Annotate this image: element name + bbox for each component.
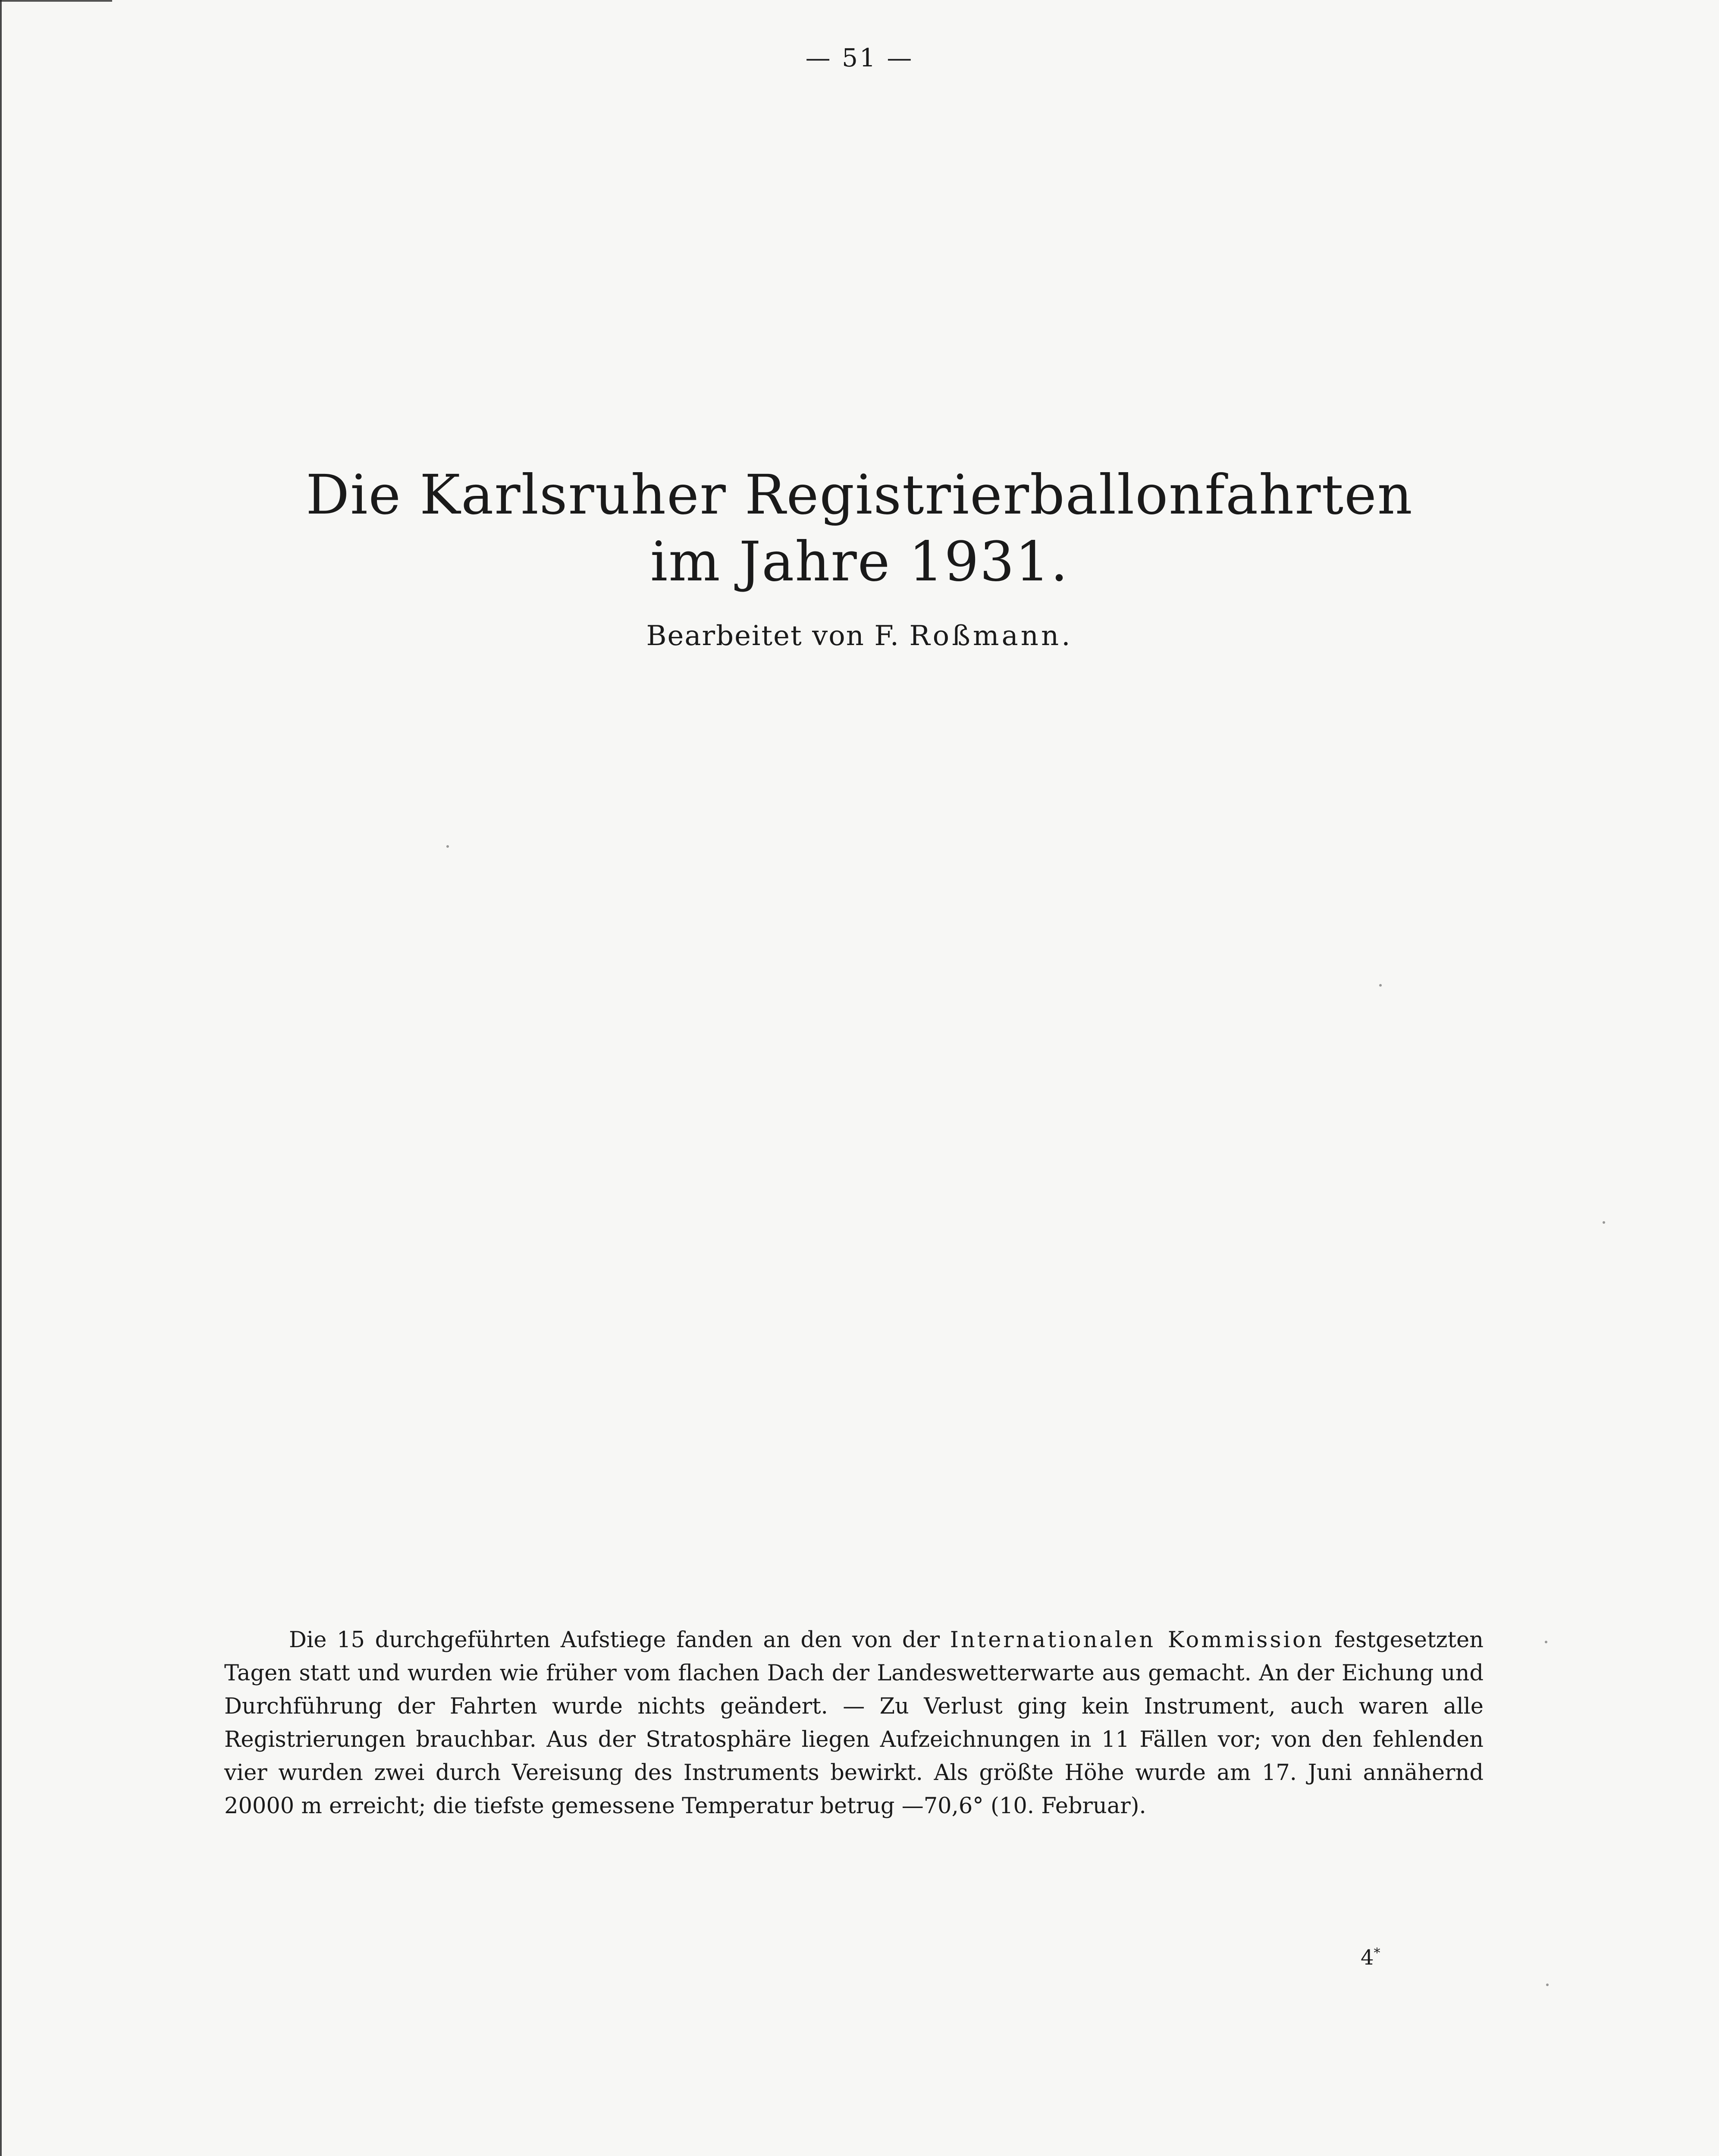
title-line-2: im Jahre 1931. xyxy=(650,530,1069,593)
scan-edge-border xyxy=(0,0,9,2156)
author-name: Roßmann. xyxy=(909,620,1073,652)
author-prefix: Bearbeitet von F. xyxy=(646,620,900,652)
signature-number: 4 xyxy=(1361,1946,1374,1970)
scan-speck xyxy=(1379,984,1382,987)
body-text-rest: festgesetzten Tagen statt und wurden wie früher vom flachen Dach der Landeswetterwarte aus gemacht. An der Eichung und Durchführung der Fahrten wurde nichts geändert. — Zu Verlust ging kein Instrument, auch waren alle Registrierungen brauchbar. Aus der Stratosphäre liegen Aufzeichnungen in 11 Fällen vor; von den fehlenden vier wurden zwei durch Vereisung des Instruments bewirkt. Als größte Höhe wurde am 17. Juni annähernd 20000 m erreicht; die tiefste gemessene Temperatur betrug —70,6° (10. Februar). xyxy=(224,1627,1484,1819)
title-line-1: Die Karlsruher Registrierballonfahrten xyxy=(306,463,1413,526)
scan-speck xyxy=(1546,1984,1549,1986)
page-number: — 51 — xyxy=(805,43,914,72)
document-title xyxy=(0,461,1719,595)
body-text-commission: Internationalen Kommission xyxy=(950,1627,1324,1653)
scan-speck xyxy=(446,845,449,848)
signature-asterisk: * xyxy=(1374,1946,1380,1961)
body-text-start: Die 15 durchgeführten Aufstiege fanden an den von der xyxy=(289,1627,940,1653)
signature-mark xyxy=(1361,1946,1380,1970)
scan-speck xyxy=(1603,1221,1605,1224)
scan-speck xyxy=(1545,1641,1547,1643)
body-paragraph xyxy=(224,1623,1484,1823)
scan-edge-top-border xyxy=(0,0,112,2)
author-line xyxy=(0,620,1719,652)
